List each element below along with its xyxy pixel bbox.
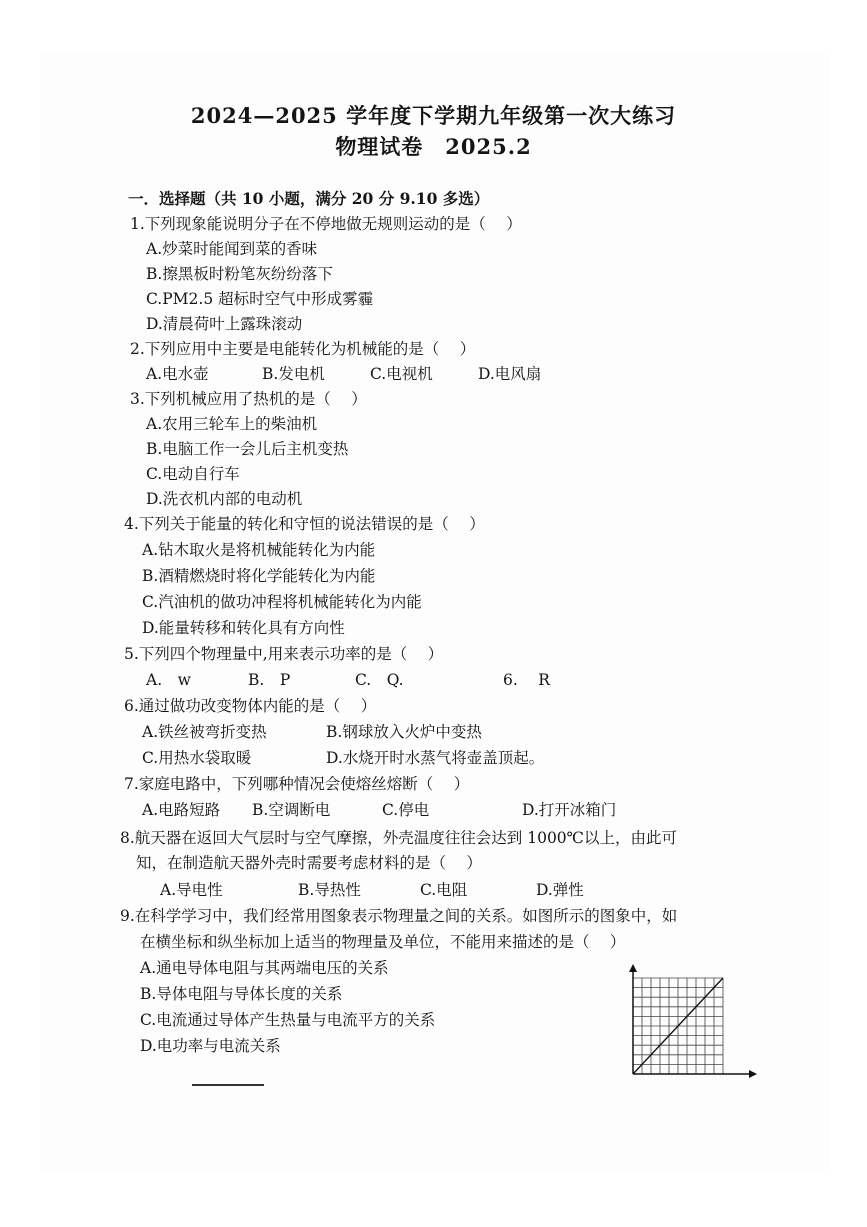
question-5-option-c: C. Q. [355,671,404,689]
question-9-option-b: B.导体电阻与导体长度的关系 [140,985,343,1003]
question-2-option-d: D.电风扇 [478,365,542,383]
question-5-option-d: 6. R [503,671,550,689]
question-7-option-c: C.停电 [382,801,430,819]
linear-graph-figure [625,962,760,1082]
question-1-stem: 1.下列现象能说明分子在不停地做无规则运动的是（ ） [130,215,522,233]
question-8-stem-continued: 知，在制造航天器外壳时需要考虑材料的是（ ） [136,854,482,872]
question-3-option-b: B.电脑工作一会儿后主机变热 [146,440,349,458]
question-4-option-b: B.酒精燃烧时将化学能转化为内能 [142,567,376,585]
question-8-option-c: C.电阻 [420,881,468,899]
question-6-option-b: B.钢球放入火炉中变热 [326,723,482,741]
question-8-stem: 8.航天器在返回大气层时与空气摩擦，外壳温度往往会达到 1000℃以上，由此可 [120,829,678,847]
question-1-option-b: B.擦黑板时粉笔灰纷纷落下 [146,265,333,283]
question-6-stem: 6.通过做功改变物体内能的是（ ） [124,697,377,715]
question-8-option-a: A.导电性 [160,881,223,899]
x-axis-arrow [749,1070,757,1078]
question-3-option-a: A.农用三轮车上的柴油机 [146,415,318,433]
question-9-stem: 9.在科学学习中，我们经常用图象表示物理量之间的关系。如图所示的图象中，如 [120,907,678,925]
question-1-option-c: C.PM2.5 超标时空气中形成雾霾 [146,290,374,308]
question-4-option-a: A.钻木取火是将机械能转化为内能 [142,541,376,559]
question-2-option-a: A.电水壶 [146,365,209,383]
question-2-option-c: C.电视机 [370,365,433,383]
question-8-option-b: B.导热性 [298,881,361,899]
question-9-option-c: C.电流通过导体产生热量与电流平方的关系 [140,1011,436,1029]
question-1-option-d: D.清晨荷叶上露珠滚动 [146,315,303,333]
question-7-stem: 7.家庭电路中，下列哪种情况会使熔丝熔断（ ） [124,775,470,793]
question-5-stem: 5.下列四个物理量中,用来表示功率的是（ ） [124,645,444,663]
question-2-option-b: B.发电机 [262,365,325,383]
question-6-option-d: D.水烧开时水蒸气将壶盖顶起。 [326,749,545,767]
question-9-option-d: D.电功率与电流关系 [140,1037,281,1055]
question-7-option-a: A.电路短路 [142,801,221,819]
question-4-option-c: C.汽油机的做功冲程将机械能转化为内能 [142,593,422,611]
exam-title: 2024—2025 学年度下学期九年级第一次大练习 [190,103,677,128]
question-2-stem: 2.下列应用中主要是电能转化为机械能的是（ ） [130,340,476,358]
question-7-option-d: D.打开冰箱门 [522,801,617,819]
question-5-option-b: B. P [248,671,291,689]
section-heading: 一．选择题（共 10 小题，满分 20 分 9.10 多选） [128,189,490,208]
exam-subtitle: 物理试卷 2025.2 [335,134,532,159]
question-4-option-d: D.能量转移和转化具有方向性 [142,619,345,637]
question-3-option-d: D.洗衣机内部的电动机 [146,490,303,508]
question-7-option-b: B.空调断电 [252,801,331,819]
y-axis-arrow [629,964,637,972]
question-4-stem: 4.下列关于能量的转化和守恒的说法错误的是（ ） [124,515,485,533]
question-5-option-a: A. w [146,671,191,689]
question-1-option-a: A.炒菜时能闻到菜的香味 [146,240,318,258]
question-6-option-c: C.用热水袋取暖 [142,749,252,767]
question-9-stem-continued: 在横坐标和纵坐标加上适当的物理量及单位，不能用来描述的是（ ） [140,933,626,951]
bottom-rule [192,1084,264,1086]
question-8-option-d: D.弹性 [536,881,584,899]
question-3-option-c: C.电动自行车 [146,465,240,483]
question-6-option-a: A.铁丝被弯折变热 [142,723,267,741]
question-3-stem: 3.下列机械应用了热机的是（ ） [130,390,367,408]
question-9-option-a: A.通电导体电阻与其两端电压的关系 [140,959,389,977]
